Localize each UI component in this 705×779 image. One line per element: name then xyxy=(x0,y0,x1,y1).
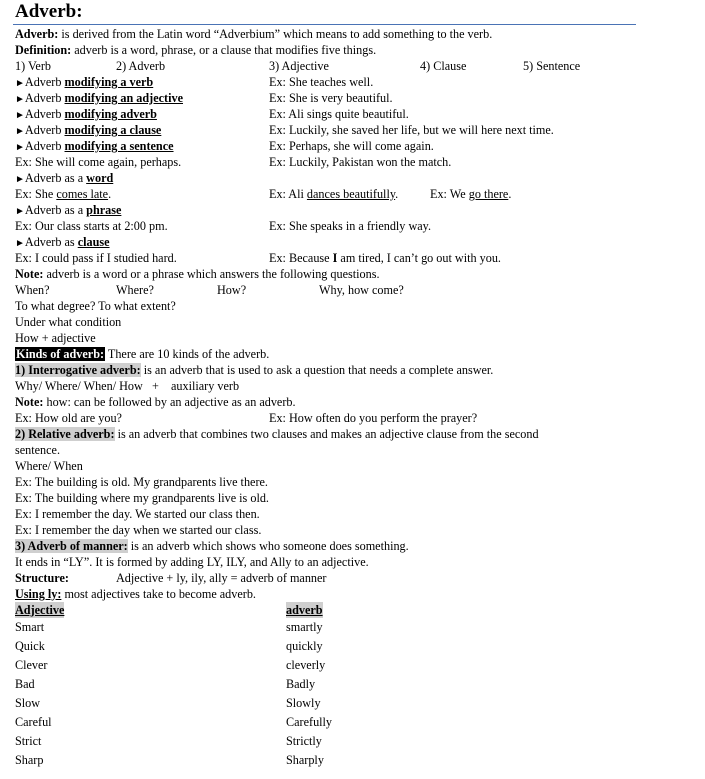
as-word-examples xyxy=(15,186,685,202)
thing-item: 5) Sentence xyxy=(523,59,581,73)
row-label: modifying a verb xyxy=(64,75,154,89)
table-row xyxy=(15,751,685,770)
table-cell: Slowly xyxy=(286,696,321,710)
document-page xyxy=(15,0,695,24)
question-item: Where? xyxy=(116,283,154,297)
page-title: Adverb: xyxy=(15,1,83,22)
example-left: Ex: Our class starts at 2:00 pm. xyxy=(15,219,168,233)
row-example: Ex: She is very beautiful. xyxy=(269,91,393,105)
questions-line xyxy=(15,282,685,298)
as-phrase-heading xyxy=(15,202,685,218)
example-text: . xyxy=(395,187,399,201)
thing-item: 3) Adjective xyxy=(269,59,329,73)
example-left: Ex: I could pass if I studied hard. xyxy=(15,251,177,265)
table-cell: Badly xyxy=(286,677,316,691)
relative-example: Ex: The building is old. My grandparents live there. xyxy=(15,475,268,489)
table-cell: Slow xyxy=(15,696,41,710)
structure-line xyxy=(15,570,685,586)
kinds-label: Kinds of adverb: xyxy=(16,347,105,361)
table-cell: quickly xyxy=(286,639,323,653)
adverb-label: Adverb: xyxy=(15,27,59,41)
table-row xyxy=(15,656,685,675)
example-text: . xyxy=(108,187,112,201)
interrogative-formula: Why/ Where/ When/ How + auxiliary verb xyxy=(15,379,240,393)
note-text: adverb is a word or a phrase which answers the following questions. xyxy=(43,267,380,281)
example-text: Ex: We xyxy=(430,187,469,201)
question-line: How + adjective xyxy=(15,331,96,345)
table-cell: Strict xyxy=(15,734,42,748)
arrow-icon: ► xyxy=(15,110,25,121)
arrow-icon: ► xyxy=(15,126,25,137)
manner-line xyxy=(15,538,685,554)
table-row xyxy=(15,618,685,637)
row-label: modifying a clause xyxy=(64,123,162,137)
arrow-icon: ► xyxy=(15,142,25,153)
table-cell: Clever xyxy=(15,658,48,672)
using-ly-line xyxy=(15,586,685,602)
manner-text: is an adverb which shows who someone does something. xyxy=(127,539,409,553)
table-row xyxy=(15,637,685,656)
question-item: When? xyxy=(15,283,50,297)
table-cell: Carefully xyxy=(286,715,333,729)
heading-prefix: Adverb as xyxy=(24,235,78,249)
using-ly-label: Using ly: xyxy=(15,587,62,601)
manner-label: 3) Adverb of manner: xyxy=(15,539,128,553)
row-example: Ex: Luckily, she saved her life, but we will here next time. xyxy=(269,123,554,137)
table-cell: Bad xyxy=(15,677,35,691)
arrow-icon: ► xyxy=(15,78,25,89)
example-right: Ex: She speaks in a friendly way. xyxy=(269,219,432,233)
thing-item: 2) Adverb xyxy=(116,59,166,73)
table-cell: Sharp xyxy=(15,753,44,767)
relative-text-cont: sentence. xyxy=(15,443,61,457)
row-example: Ex: Ali sings quite beautiful. xyxy=(269,107,409,121)
interrogative-label: 1) Interrogative adverb: xyxy=(15,363,141,377)
modifying-row xyxy=(15,106,685,122)
example-left: Ex: How old are you? xyxy=(15,411,122,425)
example-text: am tired, I can’t go out with you. xyxy=(337,251,501,265)
definition-label: Definition: xyxy=(15,43,72,57)
arrow-icon: ► xyxy=(15,206,25,217)
title-divider xyxy=(13,24,636,25)
row-label: modifying an adjective xyxy=(64,91,183,105)
relative-example: Where/ When xyxy=(15,459,83,473)
table-header-cell: adverb xyxy=(286,603,323,617)
interrogative-note xyxy=(15,394,685,410)
heading-prefix: Adverb as a xyxy=(24,171,87,185)
modifying-row xyxy=(15,122,685,138)
example-underlined: dances beautifully xyxy=(306,187,396,201)
heading-label: clause xyxy=(77,235,110,249)
manner-text-cont: It ends in “LY”. It is formed by adding LY, ILY, and Ally to an adjective. xyxy=(15,555,369,569)
relative-line xyxy=(15,426,685,442)
intro-line xyxy=(15,26,685,42)
relative-example: Ex: The building where my grandparents live is old. xyxy=(15,491,269,505)
structure-text: Adjective + ly, ily, ally = adverb of manner xyxy=(116,571,327,585)
row-label: modifying adverb xyxy=(64,107,157,121)
kinds-text: There are 10 kinds of the adverb. xyxy=(105,347,270,361)
table-row xyxy=(15,732,685,751)
row-prefix: Adverb xyxy=(24,75,65,89)
row-example: Ex: She teaches well. xyxy=(269,75,374,89)
heading-label: phrase xyxy=(86,203,122,217)
document-body xyxy=(15,26,685,770)
question-item: Why, how come? xyxy=(319,283,404,297)
note-line xyxy=(15,266,685,282)
modifying-row xyxy=(15,138,685,154)
table-cell: cleverly xyxy=(286,658,326,672)
example-text: . xyxy=(508,187,512,201)
question-line: To what degree? To what extent? xyxy=(15,299,176,313)
example-text: Ex: Because xyxy=(269,251,333,265)
relative-example: Ex: I remember the day when we started our class. xyxy=(15,523,262,537)
as-clause-heading xyxy=(15,234,685,250)
table-row xyxy=(15,713,685,732)
row-prefix: Adverb xyxy=(24,91,65,105)
example-underlined: go there xyxy=(468,187,509,201)
arrow-icon: ► xyxy=(15,94,25,105)
table-row xyxy=(15,694,685,713)
heading-label: word xyxy=(86,171,114,185)
as-clause-examples xyxy=(15,250,685,266)
definition-text: adverb is a word, phrase, or a clause that modifies five things. xyxy=(71,43,377,57)
adverb-text: is derived from the Latin word “Adverbium” which means to add something to the verb. xyxy=(58,27,493,41)
question-line: Under what condition xyxy=(15,315,122,329)
note-text: how: can be followed by an adjective as an adverb. xyxy=(43,395,296,409)
question-item: How? xyxy=(217,283,247,297)
as-phrase-examples xyxy=(15,218,685,234)
row-example: Ex: Perhaps, she will come again. xyxy=(269,139,434,153)
row-prefix: Adverb xyxy=(24,123,65,137)
relative-text: is an adverb that combines two clauses and makes an adjective clause from the second xyxy=(114,427,539,441)
table-cell: smartly xyxy=(286,620,323,634)
heading-prefix: Adverb as a xyxy=(24,203,87,217)
modifying-row xyxy=(15,74,685,90)
example-underlined: comes late xyxy=(56,187,109,201)
table-cell: Strictly xyxy=(286,734,322,748)
example-bold: I xyxy=(332,251,338,265)
relative-label: 2) Relative adverb: xyxy=(15,427,115,441)
arrow-icon: ► xyxy=(15,238,25,249)
table-header-cell: Adjective xyxy=(15,603,65,617)
thing-item: 1) Verb xyxy=(15,59,51,73)
example-left: Ex: She will come again, perhaps. xyxy=(15,155,182,169)
structure-label: Structure: xyxy=(15,571,69,585)
note-label: Note: xyxy=(15,267,44,281)
example-text: Ex: She xyxy=(15,187,57,201)
table-cell: Quick xyxy=(15,639,45,653)
row-prefix: Adverb xyxy=(24,139,65,153)
interrogative-text: is an adverb that is used to ask a question that needs a complete answer. xyxy=(140,363,494,377)
extra-examples-line xyxy=(15,154,685,170)
interrogative-examples xyxy=(15,410,685,426)
using-ly-text: most adjectives take to become adverb. xyxy=(61,587,256,601)
table-cell: Smart xyxy=(15,620,45,634)
as-word-heading xyxy=(15,170,685,186)
five-things-line xyxy=(15,58,685,74)
row-prefix: Adverb xyxy=(24,107,65,121)
interrogative-line xyxy=(15,362,685,378)
table-header xyxy=(15,602,685,618)
table-cell: Careful xyxy=(15,715,52,729)
row-label: modifying a sentence xyxy=(64,139,174,153)
table-row xyxy=(15,675,685,694)
adjective-adverb-table xyxy=(15,602,685,770)
relative-example: Ex: I remember the day. We started our class then. xyxy=(15,507,260,521)
arrow-icon: ► xyxy=(15,174,25,185)
example-right: Ex: Luckily, Pakistan won the match. xyxy=(269,155,452,169)
example-text: Ex: Ali xyxy=(269,187,307,201)
definition-line xyxy=(15,42,685,58)
note-label: Note: xyxy=(15,395,44,409)
thing-item: 4) Clause xyxy=(420,59,467,73)
example-right: Ex: How often do you perform the prayer? xyxy=(269,411,478,425)
table-cell: Sharply xyxy=(286,753,324,767)
modifying-row xyxy=(15,90,685,106)
kinds-line xyxy=(15,346,685,362)
